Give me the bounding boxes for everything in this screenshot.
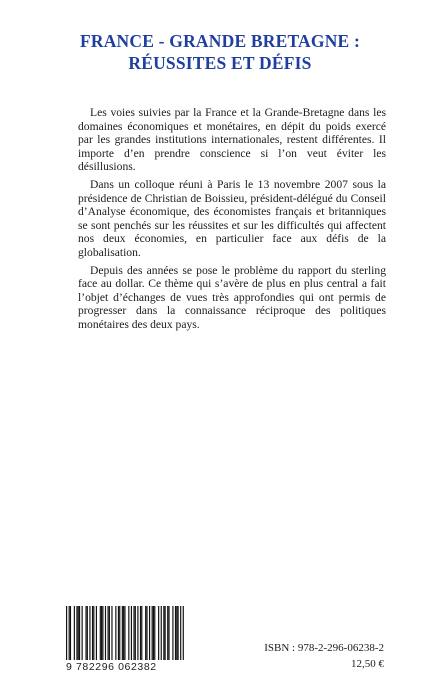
barcode-bar	[145, 606, 146, 660]
barcode-bar	[175, 606, 176, 660]
barcode-bar	[135, 606, 136, 660]
barcode-bar	[140, 606, 141, 660]
barcode-bar	[149, 606, 150, 660]
barcode-bar	[78, 606, 79, 660]
barcode-bar	[178, 606, 179, 660]
paragraph-2: Dans un colloque réuni à Paris le 13 novembre 2007 sous la présidence de Christian de Boissieu, président-délégué du Conseil d’Analyse économique, des économistes français et britanniques se sont penchés sur les réussites et sur les difficultés qui affectent nos deux économies, en particulier face aux défis de la globalisation.	[78, 177, 386, 259]
barcode-bar	[161, 606, 162, 660]
title-line-2: RÉUSSITES ET DÉFIS	[128, 53, 312, 73]
isbn-label: ISBN : 978-2-296-06238-2	[264, 642, 384, 654]
barcode-bar	[82, 606, 83, 660]
barcode-bar	[122, 606, 123, 660]
barcode-bar	[69, 606, 70, 660]
barcode-bar	[101, 606, 102, 660]
price-label: 12,50 €	[351, 658, 384, 670]
barcode-bar	[183, 606, 184, 660]
barcode-bar	[66, 606, 67, 660]
book-title	[0, 30, 440, 74]
barcode-bar	[176, 606, 177, 660]
barcode-bar	[128, 606, 129, 660]
paragraph-3: Depuis des années se pose le problème du rapport du sterling face au dollar. Ce thème qui s’avère de plus en plus central a fait l’objet d’échanges de vues très approfondies qui ont permis de progresser dans la connaissance réciproque des politiques monétaires des deux pays.	[78, 263, 386, 331]
barcode-bar	[118, 606, 119, 660]
back-cover-text	[78, 106, 386, 336]
barcode-bar	[154, 606, 155, 660]
barcode-bars	[66, 606, 184, 660]
barcode-bar	[74, 606, 75, 660]
barcode-bar	[92, 606, 93, 660]
barcode-bar	[79, 606, 80, 660]
barcode-bar	[111, 606, 112, 660]
barcode-bar	[107, 606, 108, 660]
barcode-bar	[102, 606, 103, 660]
barcode-bar	[124, 606, 125, 660]
barcode-bar	[76, 606, 77, 660]
barcode-bar	[167, 606, 168, 660]
barcode-bar	[146, 606, 147, 660]
barcode-bar	[115, 606, 116, 660]
barcode-bar	[172, 606, 173, 660]
barcode-bar	[168, 606, 169, 660]
barcode	[66, 606, 184, 673]
barcode-bar	[105, 606, 106, 660]
barcode-bar	[165, 606, 166, 660]
paragraph-1: Les voies suivies par la France et la Grande-Bretagne dans les domaines économiques et monétaires, en dépit du poids exercé par les grandes institutions internationales, restent différentes. Il importe d’en prendre conscience si l’on veut éviter les désillusions.	[78, 106, 386, 174]
barcode-bar	[137, 606, 138, 660]
barcode-bar	[87, 606, 88, 660]
barcode-bar	[141, 606, 142, 660]
barcode-bar	[89, 606, 90, 660]
barcode-bar	[163, 606, 164, 660]
barcode-bar	[119, 606, 120, 660]
barcode-bar	[85, 606, 86, 660]
barcode-bar	[152, 606, 153, 660]
barcode-bar	[131, 606, 132, 660]
barcode-digits: 9 782296 062382	[66, 661, 157, 673]
barcode-bar	[133, 606, 134, 660]
barcode-bar	[109, 606, 110, 660]
barcode-bar	[93, 606, 94, 660]
barcode-bar	[158, 606, 159, 660]
barcode-bar	[123, 606, 124, 660]
barcode-bar	[96, 606, 97, 660]
barcode-bar	[153, 606, 154, 660]
title-line-1: FRANCE - GRANDE BRETAGNE :	[79, 31, 361, 51]
barcode-bar	[180, 606, 181, 660]
barcode-bar	[100, 606, 101, 660]
barcode-bar	[70, 606, 71, 660]
